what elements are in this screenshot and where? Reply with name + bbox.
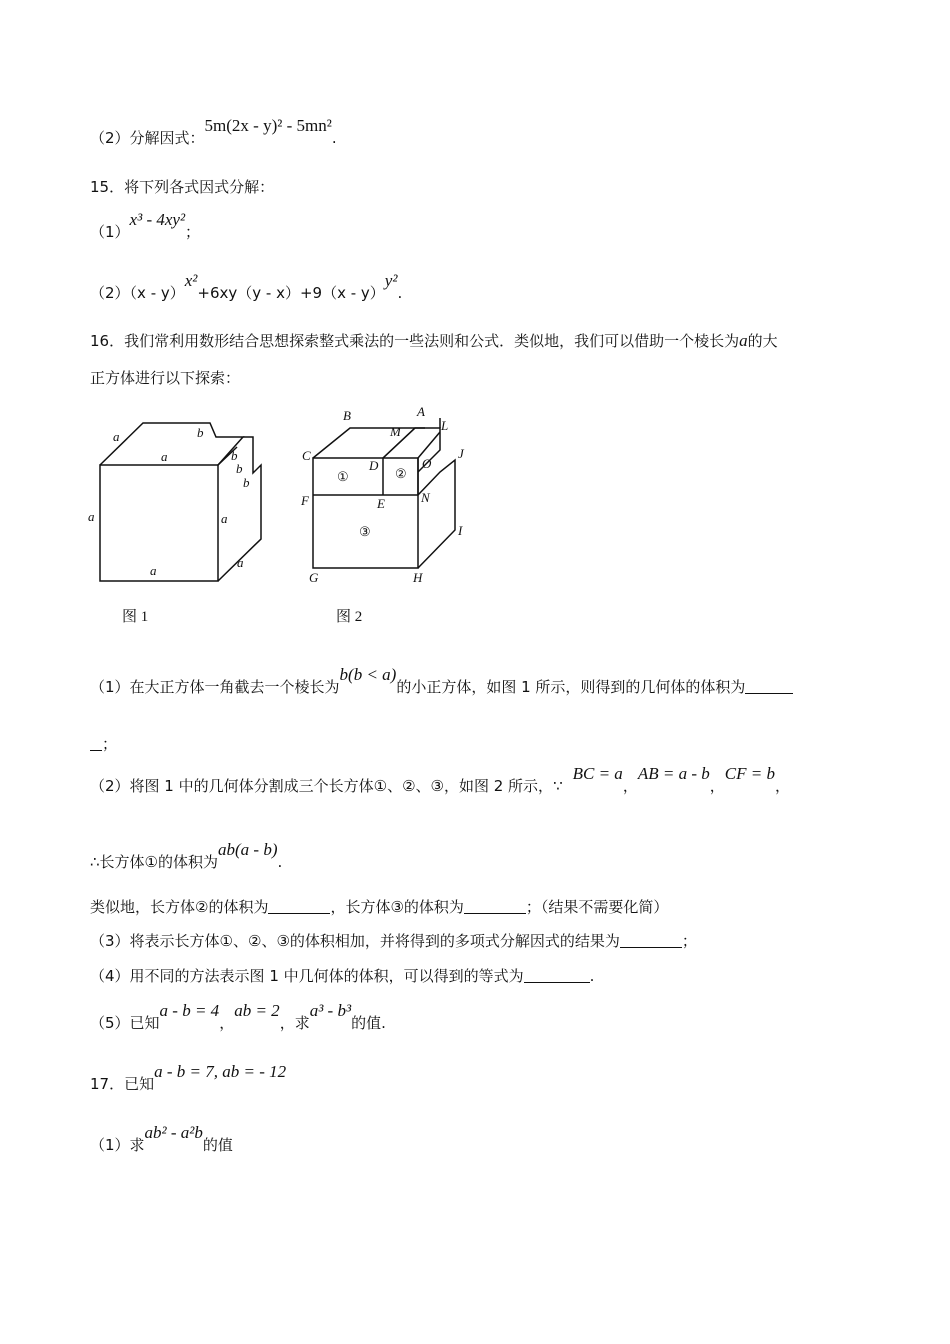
fig1-label-b-3: b bbox=[236, 461, 243, 476]
fig2-label-B: B bbox=[343, 408, 351, 423]
q16-p4-end: . bbox=[589, 967, 595, 985]
fig2-label-F: F bbox=[301, 493, 309, 508]
q16-therefore-end: . bbox=[277, 853, 283, 871]
q16-similar-text2: ，长方体③的体积为 bbox=[330, 898, 464, 916]
q15-p2-expr1: x² bbox=[184, 271, 198, 290]
q15-p1-label: （1） bbox=[90, 223, 130, 241]
q16-p5-label: （5）已知 bbox=[90, 1014, 160, 1032]
q16-vol2-blank[interactable] bbox=[268, 899, 330, 914]
q16-p1-blank-cont[interactable] bbox=[90, 736, 102, 751]
q16-line1 bbox=[90, 331, 778, 351]
fig2-label-E: E bbox=[377, 496, 385, 511]
q17-label: 17．已知 bbox=[90, 1075, 155, 1093]
q17 bbox=[90, 1062, 287, 1094]
q17-expr: a - b = 7, ab = - 12 bbox=[154, 1062, 287, 1081]
fig1-label-a-depth: a bbox=[237, 555, 244, 570]
q15-p2-expr2: y² bbox=[384, 271, 398, 290]
fig2-label-G: G bbox=[309, 570, 319, 585]
fig2-right-face bbox=[418, 460, 455, 568]
fig2-top-back bbox=[313, 428, 425, 458]
q16-p5-mid: ，求 bbox=[279, 1014, 310, 1032]
q16-p2-e3: CF = b bbox=[724, 764, 775, 783]
q16-vol3-blank[interactable] bbox=[464, 899, 526, 914]
q16-p4-blank[interactable] bbox=[524, 968, 590, 983]
fig2-label-C: C bbox=[302, 448, 311, 463]
fig1-label-b-4: b bbox=[243, 475, 250, 490]
q16-line1-text: 16．我们常利用数形结合思想探索整式乘法的一些法则和公式．类似地，我们可以借助一个棱长为 bbox=[90, 332, 740, 350]
fig2-label-circle3: ③ bbox=[359, 524, 371, 539]
q16-p3-blank[interactable] bbox=[620, 933, 682, 948]
q16-vol1: ab(a - b) bbox=[218, 840, 278, 859]
fig2-label-circle2: ② bbox=[395, 466, 407, 481]
fig1-label-a-left: a bbox=[88, 509, 95, 524]
fig2-label-L: L bbox=[441, 418, 449, 433]
q16-var-a: a bbox=[739, 331, 748, 350]
q15-part1 bbox=[90, 210, 201, 242]
q16-part3 bbox=[90, 931, 697, 951]
fig1-label-a-bottom: a bbox=[150, 563, 157, 578]
q16-p5-end: 的值. bbox=[351, 1014, 386, 1032]
fig1-top-face bbox=[100, 423, 243, 465]
q16-p1-text: 的小正方体，如图 1 所示，则得到的几何体的体积为 bbox=[396, 678, 746, 696]
q16-p1-label: （1）在大正方体一角截去一个棱长为 bbox=[90, 678, 340, 696]
because-symbol: ∵ bbox=[553, 777, 563, 795]
q16-p2-comma2: ， bbox=[709, 777, 725, 795]
q16-p2-label: （2）将图 1 中的几何体分割成三个长方体①、②、③，如图 2 所示， bbox=[90, 777, 554, 795]
fig1-front-face bbox=[100, 465, 218, 581]
q17-p1-end: 的值 bbox=[202, 1136, 233, 1154]
q16-similar-text1: 类似地，长方体②的体积为 bbox=[90, 898, 269, 916]
q16-p1-blank[interactable] bbox=[745, 679, 793, 694]
q16-p2-e1: BC = a bbox=[572, 764, 623, 783]
q16-part1 bbox=[90, 665, 793, 697]
q15-p2-end: . bbox=[397, 284, 403, 302]
q16-p5-e2: ab = 2 bbox=[234, 1001, 280, 1020]
q16-p1-cont: ； bbox=[102, 735, 118, 753]
q16-p2-comma3: ， bbox=[774, 777, 790, 795]
fig1-label-a-right: a bbox=[221, 511, 228, 526]
q14-expr: 5m(2x - y)² - 5mn² bbox=[204, 116, 332, 135]
q14-part2-label: （2）分解因式： bbox=[90, 129, 205, 147]
fig2-label-J: J bbox=[458, 446, 464, 461]
q15-p2-label: （2） bbox=[90, 284, 130, 302]
fig2-label-H: H bbox=[413, 570, 423, 585]
q16-p3-text: （3）将表示长方体①、②、③的体积相加，并将得到的多项式分解因式的结果为 bbox=[90, 932, 620, 950]
q15-p1-expr: x³ - 4xy² bbox=[129, 210, 186, 229]
fig1-label-b-2: b bbox=[231, 448, 238, 463]
q16-line1-end: 的大 bbox=[747, 332, 778, 350]
q16-similar-text3: ；（结果不需要化简） bbox=[525, 898, 669, 916]
figure-2 bbox=[295, 400, 485, 590]
q16-p4-text: （4）用不同的方法表示图 1 中几何体的体积，可以得到的等式为 bbox=[90, 967, 524, 985]
fig2-label-N: N bbox=[421, 490, 430, 505]
q16-part5 bbox=[90, 1001, 386, 1033]
q16-therefore bbox=[90, 840, 283, 872]
q16-p5-e1: a - b = 4 bbox=[159, 1001, 220, 1020]
q14-end: . bbox=[331, 129, 337, 147]
fig1-label-a-top-left: a bbox=[113, 429, 120, 444]
fig2-label-M: M bbox=[390, 424, 401, 439]
q16-therefore-text: ∴长方体①的体积为 bbox=[90, 853, 218, 871]
fig2-label-circle1: ① bbox=[337, 469, 349, 484]
q16-p5-comma: ， bbox=[219, 1014, 235, 1032]
fig1-label-a-top: a bbox=[161, 449, 168, 464]
q15-part2 bbox=[90, 271, 403, 303]
q16-p5-e3: a³ - b³ bbox=[309, 1001, 352, 1020]
fig1-label-b-1: b bbox=[197, 425, 204, 440]
q16-p1-expr: b(b < a) bbox=[339, 665, 397, 684]
q16-p3-end: ； bbox=[681, 932, 697, 950]
q17-p1-label: （1）求 bbox=[90, 1136, 145, 1154]
q15-title: 15．将下列各式因式分解： bbox=[90, 178, 275, 196]
q16-part4 bbox=[90, 966, 594, 986]
fig2-caption: 图 2 bbox=[336, 609, 363, 625]
fig2-label-A: A bbox=[417, 404, 425, 419]
fig2-label-D: D bbox=[369, 458, 379, 473]
q15-p1-end: ； bbox=[185, 223, 201, 241]
q14-part2 bbox=[90, 116, 337, 148]
q16-part1-cont bbox=[90, 734, 117, 754]
figure-1 bbox=[85, 415, 275, 590]
q15-p2-text1: （x - y） bbox=[129, 284, 185, 302]
fig2-label-I: I bbox=[458, 523, 463, 538]
q16-part2 bbox=[90, 764, 790, 796]
q17-p1-expr: ab² - a²b bbox=[144, 1123, 203, 1142]
fig2-label-O: O bbox=[422, 456, 432, 471]
q16-p2-comma1: ， bbox=[622, 777, 638, 795]
q16-similar bbox=[90, 897, 668, 917]
q17-part1 bbox=[90, 1123, 233, 1155]
q15-p2-text2: +6xy（y - x）+9（x - y） bbox=[197, 284, 385, 302]
q16-line2: 正方体进行以下探索： bbox=[90, 369, 241, 387]
fig1-caption: 图 1 bbox=[122, 609, 149, 625]
q16-p2-e2: AB = a - b bbox=[637, 764, 710, 783]
